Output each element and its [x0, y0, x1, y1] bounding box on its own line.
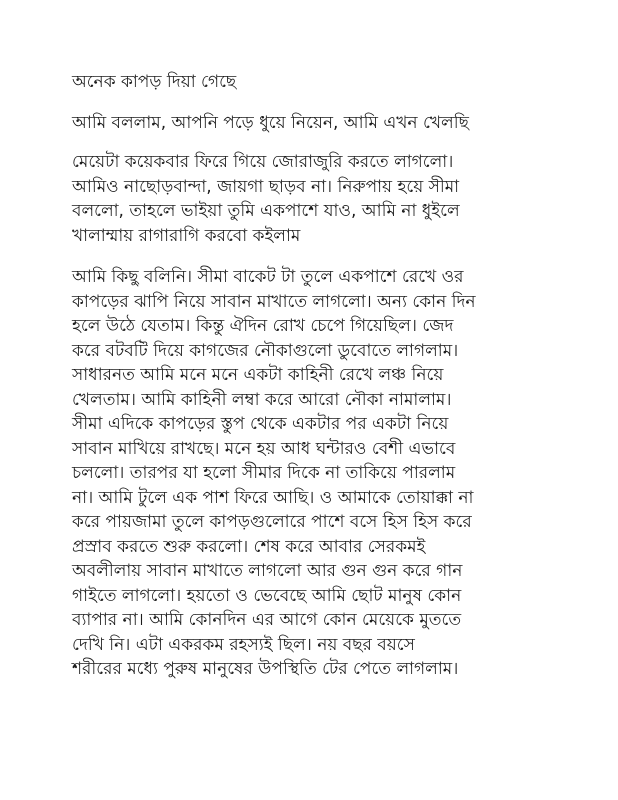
paragraph-3 [72, 150, 562, 248]
text-line: গাইতে লাগলো। হয়তো ও ভেবেছে আমি ছোট মানুষ কোন [72, 585, 462, 606]
text-line: বললো, তাহলে ভাইয়া তুমি একপাশে যাও, আমি না ধুইলে [72, 201, 460, 221]
text-line: মেয়েটা কয়েকবার ফিরে গিয়ে জোরাজুরি করতে লাগলো। [72, 152, 454, 172]
text-line: খেলতাম। আমি কাহিনী লম্বা করে আরো নৌকা নামালাম। [72, 389, 452, 410]
text-line: সাধারনত আমি মনে মনে একটা কাহিনী রেখে লঞ্চ নিয়ে [72, 365, 444, 385]
text-line: ব্যাপার না। আমি কোনদিন এর আগে কোন মেয়েকে মুততে [72, 610, 462, 630]
text-line: করে পায়জামা তুলে কাপড়গুলোরে পাশে বসে হিস হিস করে [72, 512, 472, 532]
text-line: কাপড়ের ঝাপি নিয়ে সাবান মাখাতে লাগলো। অন্য কোন দিন [72, 291, 476, 312]
text-line: শরীরের মধ্যে পুরুষ মানুষের উপস্থিতি টের পেতে লাগলাম। [72, 659, 459, 679]
text-line: করে বটবটি দিয়ে কাগজের নৌকাগুলো ডুবোতে লাগলাম। [72, 340, 459, 361]
text-line: সীমা এদিকে কাপড়ের স্তুপ থেকে একটার পর একটা নিয়ে [72, 414, 449, 434]
text-line: সাবান মাখিয়ে রাখছে। মনে হয় আধ ঘন্টারও বেশী এভাবে [72, 438, 456, 459]
text-line: আমি বললাম, আপনি পড়ে ধুয়ে নিয়েন, আমি এখন খেলছি [72, 113, 469, 133]
text-line: আমি কিছু বলিনি। সীমা বাকেট টা তুলে একপাশে রেখে ওর [72, 267, 464, 287]
text-line: অনেক কাপড় দিয়া গেছে [72, 72, 237, 92]
paragraph-1 [72, 70, 562, 95]
text-line: খালাম্মায় রাগারাগি করবো কইলাম [72, 225, 301, 246]
paragraph-4 [72, 265, 562, 682]
text-line: না। আমি টুলে এক পাশ ফিরে আছি। ও আমাকে তোয়াক্কা না [72, 487, 474, 508]
paragraph-2 [72, 111, 562, 136]
text-line: আমিও নাছোড়বান্দা, জায়গা ছাড়ব না। নিরুপায় হয়ে সীমা [72, 176, 460, 197]
text-line: দেখি নি। এটা একরকম রহস্যই ছিল। নয় বছর বয়সে [72, 634, 415, 655]
text-line: প্রস্রাব করতে শুরু করলো। শেষ করে আবার সেরকমই [72, 536, 426, 557]
text-line: হলে উঠে যেতাম। কিন্তু ঐদিন রোখ চেপে গিয়েছিল। জেদ [72, 316, 454, 336]
text-line: অবলীলায় সাবান মাখাতে লাগলো আর গুন গুন করে গান [72, 561, 463, 581]
text-line: চললো। তারপর যা হলো সীমার দিকে না তাকিয়ে পারলাম [72, 463, 456, 483]
